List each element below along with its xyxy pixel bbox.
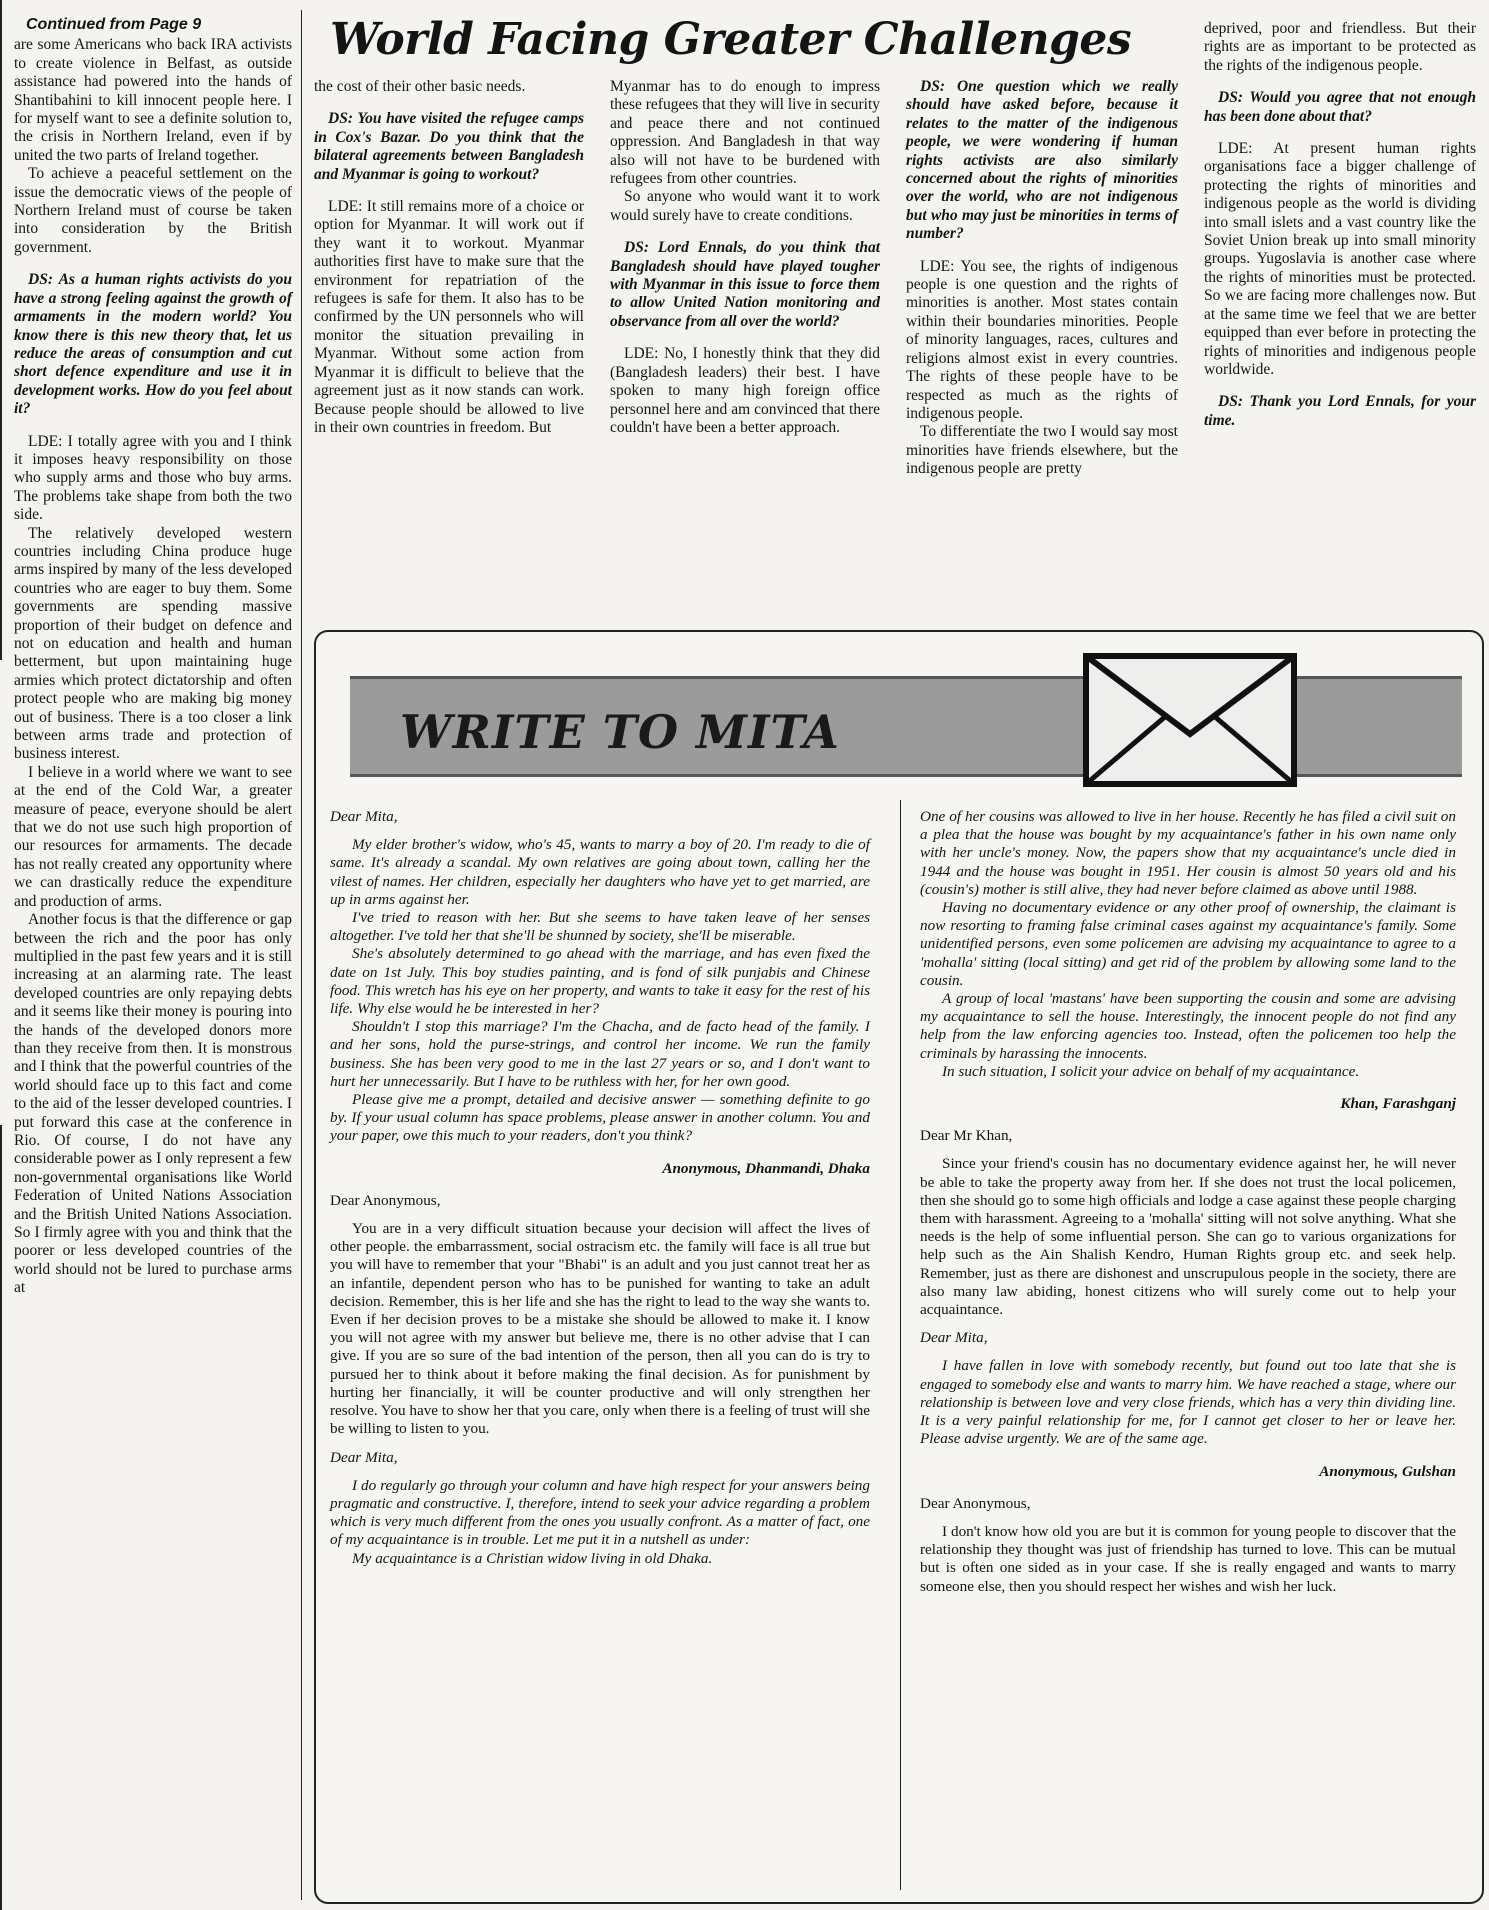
- col5-question: DS: Would you agree that not enough has been done about that?: [1204, 89, 1476, 125]
- letter-paragraph: One of her cousins was allowed to live in her house. Recently he has filed a civil suit on a plea that the house was bought by my acquaintance's father in his own name only with her uncle's money. Now, the papers show that my acquaintance's uncle died in 1944 and the house was bought in 1951. Her cousin is almost 50 years old and his (cousin's) mother is still alive, they had never before claimed as above until 1988.: [920, 808, 1456, 898]
- reply-salutation: Dear Anonymous,: [330, 1191, 441, 1209]
- left-margin-rule-top: [0, 0, 2, 660]
- letter-signature: Anonymous, Gulshan: [1319, 1462, 1456, 1480]
- col3-paragraph: LDE: No, I honestly think that they did (Bangladesh leaders) their best. I have spoken to many high foreign office personnel here and am convinced that there couldn't have been a better approach.: [610, 345, 880, 436]
- col4-question: DS: One question which we really should have asked before, because it relates to the matter of the indigenous people, we were wondering if human rights activists are also similarly concerned about the rights of minorities over the world, who are not indigenous but who may just be minorities in terms of number?: [906, 78, 1178, 243]
- col1-paragraph: To achieve a peaceful settlement on the issue the democratic views of the people of Northern Ireland must of course be taken into consideration by the British government.: [14, 165, 292, 256]
- letter-paragraph: She's absolutely determined to go ahead with the marriage, and has even fixed the date on 1st July. This boy studies painting, and is fond of silk punjabis and Chinese food. This wretch has his eye on her property, and wants to take it easy for the rest of his life. Why else would he be interested in her?: [330, 945, 870, 1018]
- letter-paragraph: Having no documentary evidence or any other proof of ownership, the claimant is now resorting to framing false criminal cases against my acquaintance's family. Some unidentified persons, even some policemen are advising my acquaintance to agree to a 'mohalla' sitting (local sitting) and get rid of the problem by allowing some land to the cousin.: [920, 899, 1456, 989]
- letter-paragraph: I have fallen in love with somebody recently, but found out too late that she is engaged to somebody else and wants to marry him. We have reached a stage, where our relationship is between love and very close friends, which has a very thin dividing line. It is a very painful relationship for me, for I cannot get closer to her or leave her. Please advise urgently. We are of the same age.: [920, 1357, 1456, 1448]
- col2-paragraph: the cost of their other basic needs.: [314, 78, 526, 95]
- reply-paragraph: I don't know how old you are but it is common for young people to discover that the relationship they thought was just of friendship has turned to love. This can be mutual but is often one sided as in your case. If she is really engaged and wants to marry someone else, then you should respect her wishes and wish her luck.: [920, 1522, 1456, 1595]
- reply-paragraph: You are in a very difficult situation because your decision will affect the lives of other people. the embarrassment, social ostracism etc. the family will face is all true but you will have to remember that your "Bhabi" is an adult and you just cannot treat her as an infantile, dependent person who has to be punished for wanting to take an adult decision. Remember, this is her life and she has the right to lead to the way she wants to. Even if her decision proves to be a mistake she should be allowed to make it. I know you will not agree with my answer but believe me, there is no other advise that I can give. If you are so sure of the bad intention of the person, then all you can do is try to pursued her to think about it before making the final decision. As for punishment by hurting her financially, it will be counter productive and will only strengthen her resolve. You have to show her that you care, only when there is a feeling of trust will she be willing to listen to you.: [330, 1220, 870, 1438]
- col5-paragraph: deprived, poor and friendless. But their rights are as important to be protected as the rights of the indigenous people.: [1204, 20, 1476, 74]
- letter-salutation: Dear Mita,: [920, 1329, 988, 1347]
- letter-signature: Khan, Farashganj: [1340, 1095, 1456, 1113]
- col2-paragraph: LDE: It still remains more of a choice or option for Myanmar. It will work out if they want it to workout. Myanmar authorities first have to make sure that the environment for repatriation of the refugees is safe for them. It also has to be confirmed by the UN personnels who will monitor the situation prevailing in Myanmar. Without some action from Myanmar it is difficult to believe that the agreement just as it now stands can work. Because people should be allowed to live in their own countries in freedom. But: [314, 198, 584, 436]
- mita-column-right: [920, 808, 1456, 1596]
- letter-paragraph: My acquaintance is a Christian widow living in old Dhaka.: [352, 1549, 713, 1567]
- write-to-mita-title: WRITE TO MITA: [400, 705, 840, 759]
- headline: World Facing Greater Challenges: [330, 14, 1132, 65]
- col1-paragraph: are some Americans who back IRA activists to create violence in Belfast, as outside assistance had powered into the hands of Shantibahini to kill innocent people here. I for myself want to see a definite solution to, the crisis in Northern Ireland, even if by united the two parts of Ireland together.: [14, 36, 292, 164]
- column-2: [314, 78, 584, 437]
- letter-paragraph: Please give me a prompt, detailed and decisive answer — something definite to go by. If your usual column has space problems, please answer in another column. You and your paper, owe this much to your readers, don't you think?: [330, 1091, 870, 1145]
- col1-paragraph: The relatively developed western countries including China produce huge arms inspired by many of the less developed countries who are eager to buy them. Some governments are spending massive proportion of their budget on defence and not on education and health and human betterment, but upon maintaining huge armies which protect dictatorship and often protect people who are making big money out of business. There is a too closer a link between arms trade and protection of business interest.: [14, 524, 292, 763]
- col1-paragraph: I believe in a world where we want to see at the end of the Cold War, a greater measure of peace, everyone should be alert that we do not use such high proportion of our resources for armaments. The decade has not really created any opportunity where we can drastically reduce the expenditure and production of arms.: [14, 763, 292, 910]
- col1-question: DS: As a human rights activists do you have a strong feeling against the growth of armaments in the modern world? You know there is this new theory that, let us reduce the areas of consumption and cut short defence expenditure and use it in development works. How do you feel about it?: [14, 271, 292, 418]
- col4-paragraph: LDE: You see, the rights of indigenous people is one question and the rights of minorities is another. Most states contain within their boundaries minorities. People of minority languages, races, cultures and religions almost exist in every countries. The rights of these people have to be respected as much as the rights of indigenous people.: [906, 257, 1178, 422]
- col1-paragraph: Another focus is that the difference or gap between the rich and the poor has only multiplied in the past few years and it is still increasing at an alarming rate. The least developed countries are only repaying debts and it seems like their money is pouring into the hands of the developed donors more than they receive from then. It is monstrous and I think that the powerful countries of the world should face up to this fact and come to the aid of the lesser developed countries. I put forward this case at the conference in Rio. Of course, I do not have any considerable power as I only represent a few non-governmental organisations like World Federation of United Nations Association and the British United Nations Association. So I firmly agree with you and think that the poorer or less developed countries of the world should not be lured to purchase arms at: [14, 911, 292, 1297]
- col3-paragraph: So anyone who would want it to work would surely have to create conditions.: [610, 188, 880, 224]
- col5-question: DS: Thank you Lord Ennals, for your time.: [1204, 393, 1476, 429]
- column-1: [14, 16, 292, 1298]
- letter-paragraph: Shouldn't I stop this marriage? I'm the Chacha, and de facto head of the family. I and her sons, hold the purse-strings, and control her income. We run the family business. She has been very good to me in the last 27 years or so, and I don't want to hurt her unnecessarily. But I have to be ruthless with her, for her own good.: [330, 1018, 870, 1090]
- continued-from-label: Continued from Page 9: [26, 16, 202, 33]
- letter-signature: Anonymous, Dhanmandi, Dhaka: [662, 1159, 870, 1177]
- letter-paragraph: In such situation, I solicit your advice on behalf of my acquaintance.: [942, 1062, 1360, 1080]
- column-3: [610, 78, 880, 437]
- reply-salutation: Dear Mr Khan,: [920, 1127, 1013, 1145]
- letter-salutation: Dear Mita,: [330, 808, 398, 825]
- mita-column-left: [330, 808, 870, 1568]
- letter-paragraph: I've tried to reason with her. But she seems to have taken leave of her senses altogether. I've told her that she'll be shunned by society, she'll be miserable.: [330, 909, 870, 945]
- col2-question: DS: You have visited the refugee camps in Cox's Bazar. Do you think that the bilateral agreements between Bangladesh and Myanmar is going to workout?: [314, 110, 584, 183]
- letter-paragraph: My elder brother's widow, who's 45, wants to marry a boy of 20. I'm ready to die of same. It's already a scandal. My own relatives are going about town, calling her the vilest of names. Her children, especially her daughters who have yet to get married, are up in arms against her.: [330, 836, 870, 908]
- envelope-icon: [1080, 650, 1300, 790]
- col3-question: DS: Lord Ennals, do you think that Bangladesh should have played tougher with Myanmar in this issue to force them to allow United Nation monitoring and observance from all over the world?: [610, 239, 880, 330]
- left-margin-rule-bottom: [0, 1125, 2, 1910]
- letter-paragraph: A group of local 'mastans' have been supporting the cousin and some are advising my acquaintance to sell the house. Interestingly, the innocent people do not find any help from the law enforcing agencies too. Instead, often the policemen too help the criminals by harassing the innocents.: [920, 990, 1456, 1062]
- column-4: [906, 78, 1178, 479]
- mita-column-divider: [900, 800, 901, 1890]
- reply-salutation: Dear Anonymous,: [920, 1494, 1031, 1512]
- column-5: [1204, 20, 1476, 444]
- letter-salutation: Dear Mita,: [330, 1448, 398, 1466]
- col5-paragraph: LDE: At present human rights organisations face a bigger challenge of protecting the rights of minorities and indigenous people as the world is dividing into small islets and a vast country like the Soviet Union break up into small minority groups. Yugoslavia is another case where the rights of minorities must be protected. So we are facing more challenges now. But at the same time we feel that we are better equipped than ever before in protecting the rights of minorities and indigenous people worldwide.: [1204, 140, 1476, 378]
- letter-paragraph: I do regularly go through your column and have high respect for your answers being pragmatic and constructive. I, therefore, intend to seek your advice regarding a problem which is very much different from the ones you usually confront. As a matter of fact, one of my acquaintance is in trouble. Let me put it in a nutshell as under:: [330, 1476, 870, 1549]
- col1-paragraph: LDE: I totally agree with you and I think it imposes heavy responsibility on those who supply arms and those who buy arms. The problems take shape from both the two side.: [14, 432, 292, 524]
- column-divider: [301, 10, 302, 1900]
- col4-paragraph: To differentiate the two I would say most minorities have friends elsewhere, but the indigenous people are pretty: [906, 423, 1178, 478]
- col3-paragraph: Myanmar has to do enough to impress these refugees that they will live in security and peace there and not continued oppression. And Bangladesh in that way also will not have to be burdened with refugees from other countries.: [610, 78, 880, 188]
- reply-paragraph: Since your friend's cousin has no documentary evidence against her, he will never be able to take the property away from her. If she does not trust the local policemen, then she should go to some high officials and lodge a case against these people charging them with harassment. Agreeing to a 'mohalla' sitting will not solve anything. What she needs is the help of some influential person. She can go to various organizations for help such as the Ain Shalish Kendro, Human Rights group etc. and seek help. Remember, just as there are dishonest and unscrupulous people in the society, there are also many law abiding, honest citizens who will surely come out to help your acquaintance.: [920, 1155, 1456, 1319]
